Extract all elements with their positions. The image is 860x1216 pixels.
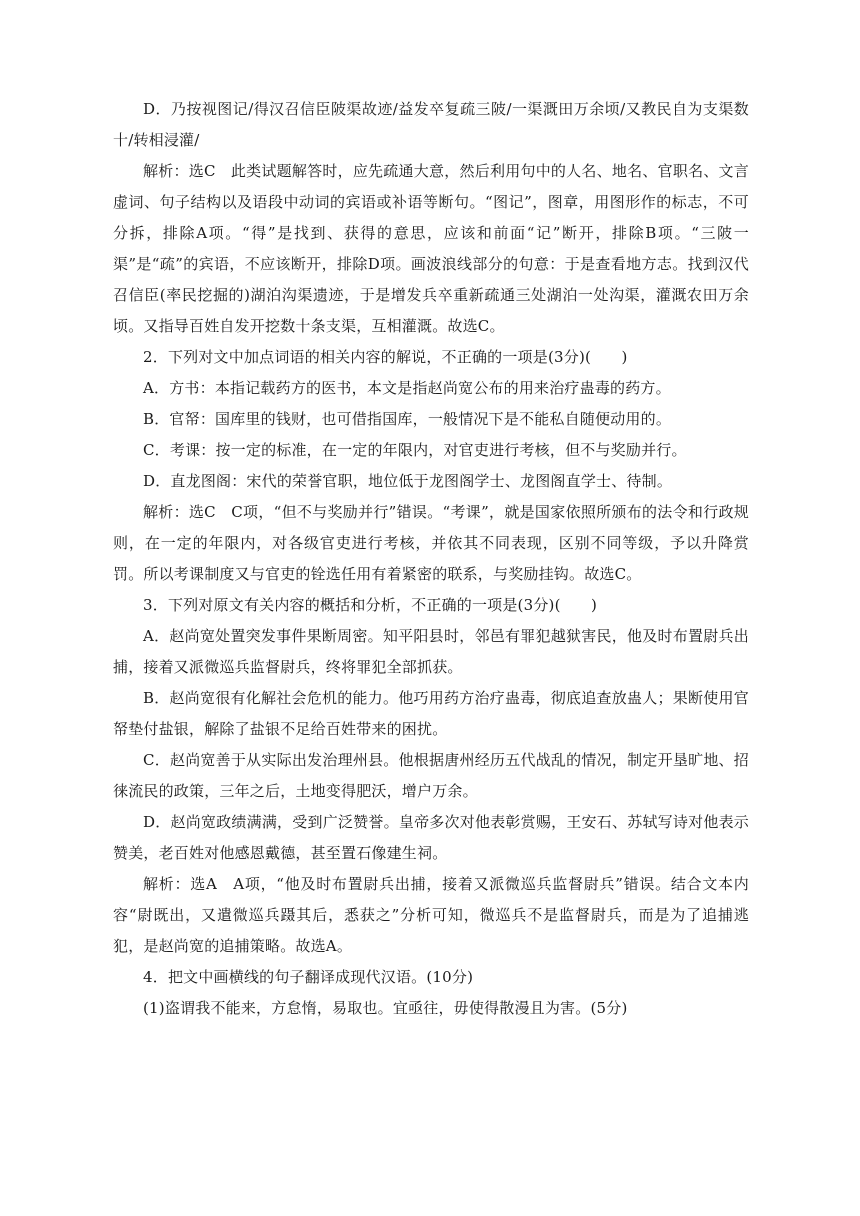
question-2-option-d: D．直龙图阁：宋代的荣誉官职，地位低于龙图阁学士、龙图阁直学士、待制。 (143, 472, 673, 490)
analysis-question-2: 解析：选C C项，“但不与奖励并行”错误。“考课”，就是国家依照所颁布的法令和行政规则，在一定的年限内，对各级官吏进行考核，并依其不同表现，区别不同等级，予以升降赏罚。所以考课制度又与官吏的铨选任用有着紧密的联系，与奖励挂钩。故选C。 (113, 503, 749, 583)
question-3-option-b: B．赵尚宽很有化解社会危机的能力。他巧用药方治疗蛊毒，彻底追查放蛊人；果断使用官帑垫付盐银，解除了盐银不足给百姓带来的困扰。 (113, 689, 749, 738)
question-3-option-a: A．赵尚宽处置突发事件果断周密。知平阳县时，邻邑有罪犯越狱害民，他及时布置尉兵出捕，接着又派微巡兵监督尉兵，终将罪犯全部抓获。 (113, 627, 749, 676)
question-3-option-c: C．赵尚宽善于从实际出发治理州县。他根据唐州经历五代战乱的情况，制定开垦旷地、招徕流民的政策，三年之后，土地变得肥沃，增户万余。 (113, 751, 749, 800)
analysis-question-1: 解析：选C 此类试题解答时，应先疏通大意，然后利用句中的人名、地名、官职名、文言虚词、句子结构以及语段中动词的宾语或补语等断句。“图记”，图章，用图形作的标志，不可分拆，排除A项。“得”是找到、获得的意思，应该和前面“记”断开，排除B项。“三陂一渠”是“疏”的宾语，不应该断开，排除D项。画波浪线部分的句意：于是查看地方志。找到汉代召信臣(率民挖掘的)湖泊沟渠遗迹，于是增发兵卒重新疏通三处湖泊一处沟渠，灌溉农田万余顷。又指导百姓自发开挖数十条支渠，互相灌溉。故选C。 (113, 162, 749, 335)
analysis-question-3: 解析：选A A项，“他及时布置尉兵出捕，接着又派微巡兵监督尉兵”错误。结合文本内容“尉既出，又遣微巡兵蹑其后，悉获之”分析可知，微巡兵不是监督尉兵，而是为了追捕逃犯，是赵尚宽的追捕策略。故选A。 (113, 875, 749, 955)
question-2-option-b: B．官帑：国库里的钱财，也可借指国库，一般情况下是不能私自随便动用的。 (143, 410, 672, 428)
question-2-option-a: A．方书：本指记载药方的医书，本文是指赵尚宽公布的用来治疗蛊毒的药方。 (143, 379, 671, 397)
document-page (113, 94, 749, 1024)
option-d-sentence-break: D．乃按视图记/得汉召信臣陂渠故迹/益发卒复疏三陂/一渠溉田万余顷/又教民自为支渠数十/转相浸灌/ (113, 100, 749, 149)
question-4-stem: 4．把文中画横线的句子翻译成现代汉语。(10分) (143, 968, 474, 986)
question-2-stem: 2．下列对文中加点词语的相关内容的解说，不正确的一项是(3分)( ) (143, 348, 628, 366)
question-2-option-c: C．考课：按一定的标准，在一定的年限内，对官吏进行考核，但不与奖励并行。 (143, 441, 687, 459)
question-4-sentence-1: (1)盗谓我不能来，方怠惰，易取也。宜亟往，毋使得散漫且为害。(5分) (143, 999, 628, 1017)
question-3-stem: 3．下列对原文有关内容的概括和分析，不正确的一项是(3分)( ) (143, 596, 598, 614)
question-3-option-d: D．赵尚宽政绩满满，受到广泛赞誉。皇帝多次对他表彰赏赐，王安石、苏轼写诗对他表示赞美，老百姓对他感恩戴德，甚至置石像建生祠。 (113, 813, 749, 862)
